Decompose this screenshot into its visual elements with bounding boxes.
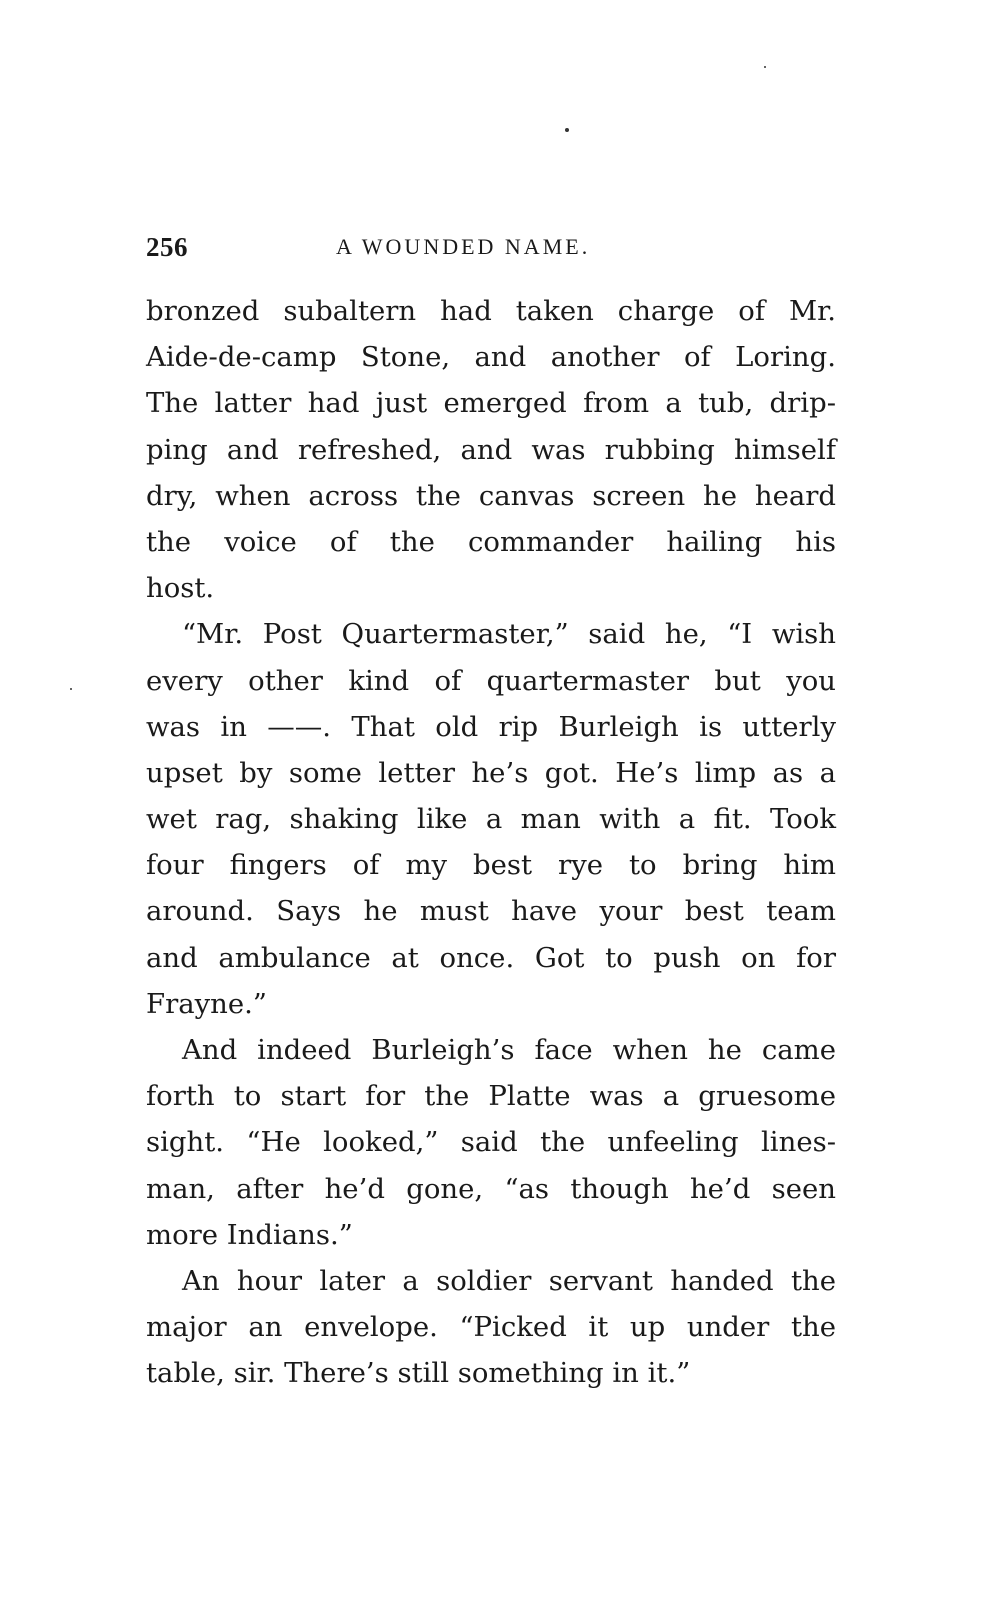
text-line: And indeed Burleigh’s face when he came	[182, 1034, 836, 1066]
running-title: A WOUNDED NAME.	[336, 234, 591, 259]
body-text	[146, 288, 836, 1397]
ink-speck	[70, 688, 72, 690]
text-line: around. Says he must have your best team	[146, 895, 836, 928]
paragraph	[146, 1258, 836, 1397]
text-line: table, sir. There’s still something in it.”	[146, 1357, 691, 1390]
text-line: host.	[146, 572, 215, 605]
text-line: dry, when across the canvas screen he heard	[146, 479, 836, 512]
text-line: wet rag, shaking like a man with a fit. Took	[146, 803, 836, 836]
text-line: The latter had just emerged from a tub, drip-	[146, 387, 836, 420]
text-line: was in ——. That old rip Burleigh is utterly	[146, 710, 836, 743]
text-line: bronzed subaltern had taken charge of Mr.	[146, 295, 836, 327]
ink-speck	[764, 66, 766, 68]
paragraph	[146, 1027, 836, 1258]
ink-speck	[565, 128, 569, 132]
paragraph	[146, 288, 836, 611]
page-number: 256	[146, 232, 188, 262]
text-line: forth to start for the Platte was a gruesome	[146, 1080, 836, 1113]
text-line: every other kind of quartermaster but you	[146, 664, 836, 697]
text-line: An hour later a soldier servant handed the	[182, 1264, 836, 1297]
paragraph	[146, 611, 836, 1027]
text-line: Aide-de-camp Stone, and another of Loring.	[146, 341, 836, 374]
text-line: major an envelope. “Picked it up under the	[146, 1311, 836, 1344]
page-header	[146, 232, 836, 268]
text-line: Frayne.”	[146, 987, 267, 1020]
text-line: man, after he’d gone, “as though he’d seen	[146, 1172, 836, 1205]
text-line: sight. “He looked,” said the unfeeling lines-	[146, 1126, 836, 1159]
text-line: and ambulance at once. Got to push on for	[146, 941, 836, 974]
text-line: ping and refreshed, and was rubbing himself	[146, 433, 836, 466]
text-line: four fingers of my best rye to bring him	[146, 849, 836, 882]
text-line: upset by some letter he’s got. He’s limp as a	[146, 756, 836, 789]
text-line: more Indians.”	[146, 1218, 353, 1251]
text-line: the voice of the commander hailing his	[146, 525, 836, 558]
text-line: “Mr. Post Quartermaster,” said he, “I wish	[182, 618, 836, 651]
